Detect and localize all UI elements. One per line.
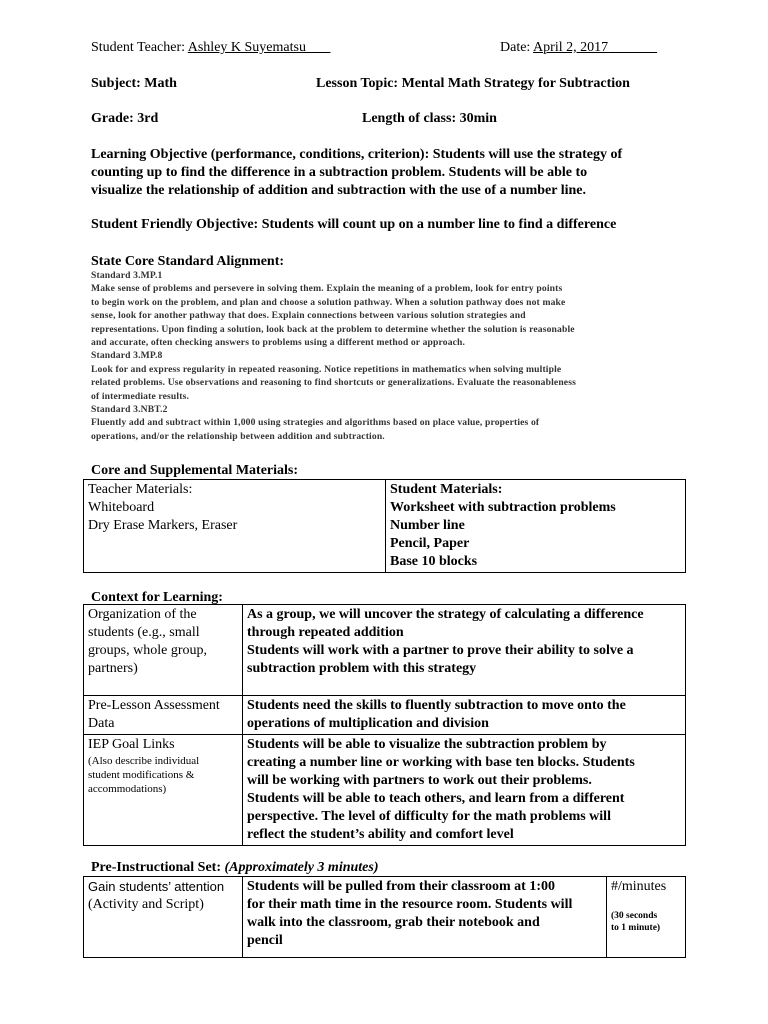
learning-objective-line: visualize the relationship of addition and subtraction with the use of a number line. xyxy=(91,183,586,198)
learning-objective-line: counting up to find the difference in a subtraction problem. Students will be able to xyxy=(91,165,588,180)
standard-line: sense, look for another pathway that does. Explain connections between various solution strategies and xyxy=(91,310,526,322)
teacher-label: Student Teacher: xyxy=(91,40,188,55)
preinstructional-heading: Pre-Instructional Set: (Approximately 3 minutes) xyxy=(91,860,379,875)
teacher-material-item: Dry Erase Markers, Eraser xyxy=(88,518,238,533)
context-table xyxy=(83,604,686,846)
teacher-line xyxy=(91,39,330,57)
teacher-materials-cell xyxy=(84,480,386,573)
gain-attention-label: Gain students’ attention xyxy=(88,879,225,894)
preinstructional-table xyxy=(83,876,686,958)
minutes-note: (30 seconds xyxy=(611,911,658,921)
pre-lesson-text-cell: Students need the skills to fluently subtraction to move onto the operations of multiplication and division xyxy=(243,696,686,735)
standard-line: operations, and/or the relationship between addition and subtraction. xyxy=(91,430,385,442)
student-materials-cell xyxy=(386,480,686,573)
student-friendly-objective: Student Friendly Objective: Students will count up on a number line to find a difference xyxy=(91,217,617,232)
iep-label: IEP Goal Links xyxy=(88,737,175,752)
standard-line: to begin work on the problem, and plan and choose a solution pathway. When a solution pathway does not make xyxy=(91,296,566,308)
preinstructional-time: (Approximately 3 minutes) xyxy=(224,860,379,875)
iep-sub: student modifications & xyxy=(88,769,195,781)
context-heading: Context for Learning: xyxy=(91,590,223,605)
materials-table xyxy=(83,479,686,573)
student-material-item: Worksheet with subtraction problems xyxy=(390,500,616,515)
standard-line: Look for and express regularity in repeated reasoning. Notice repetitions in mathematics when solving multiple xyxy=(91,363,562,375)
student-material-item: Pencil, Paper xyxy=(390,536,470,551)
standards-text xyxy=(91,269,681,443)
standard-line: Standard 3.MP.1 xyxy=(91,270,163,281)
standard-line: of intermediate results. xyxy=(91,390,190,402)
standard-line: and accurate, often checking answers to problems using a different method or approach. xyxy=(91,337,466,349)
class-length: Length of class: 30min xyxy=(362,111,497,126)
teacher-material-item: Whiteboard xyxy=(88,500,155,515)
date-line xyxy=(500,39,657,57)
minutes-label: #/minutes xyxy=(611,879,667,894)
standards-heading: State Core Standard Alignment: xyxy=(91,254,285,269)
date-label: Date: xyxy=(500,40,534,55)
minutes-cell xyxy=(607,877,686,958)
student-material-item: Number line xyxy=(390,518,465,533)
materials-heading: Core and Supplemental Materials: xyxy=(91,463,299,478)
teacher-materials-label: Teacher Materials: xyxy=(88,482,193,497)
organization-text-cell: As a group, we will uncover the strategy of calculating a difference through repeated addition Students will work with a partner to prove their ability to solve a subtraction problem with this strategy xyxy=(243,605,686,696)
learning-objective-line: Learning Objective (performance, conditions, criterion): Students will use the strategy of xyxy=(91,147,623,162)
standard-line: Standard 3.NBT.2 xyxy=(91,404,168,416)
gain-attention-label-cell xyxy=(84,877,243,958)
teacher-name: Ashley K Suyematsu xyxy=(187,40,306,55)
minutes-note: to 1 minute) xyxy=(611,923,661,933)
subject: Subject: Math xyxy=(91,76,177,91)
student-materials-label: Student Materials: xyxy=(390,482,503,497)
pre-lesson-label-cell: Pre-Lesson Assessment Data xyxy=(84,696,243,735)
gain-attention-text-cell: Students will be pulled from their classroom at 1:00 for their math time in the resource room. Students will walk into the classroom, grab their notebook and pencil xyxy=(243,877,607,958)
standard-line: representations. Upon finding a solution, look back at the problem to determine whether the solution is reasonable xyxy=(91,323,575,335)
grade: Grade: 3rd xyxy=(91,111,159,126)
iep-text-cell: Students will be able to visualize the subtraction problem by creating a number line or working with base ten blocks. Students will be working with partners to work out their problems. Students will be able to teach others, and learn from a different perspective. The level of difficulty for the math problems will reflect the student’s ability and comfort level xyxy=(243,735,686,846)
iep-sub: accommodations) xyxy=(88,783,167,795)
standard-line: Make sense of problems and persevere in solving them. Explain the meaning of a problem, look for entry points xyxy=(91,283,563,295)
standard-line: Fluently add and subtract within 1,000 using strategies and algorithms based on place value, properties of xyxy=(91,417,540,429)
date-value: April 2, 2017 xyxy=(533,40,609,55)
gain-attention-sub: (Activity and Script) xyxy=(88,897,204,912)
standard-line: Standard 3.MP.8 xyxy=(91,350,163,362)
learning-objective xyxy=(91,146,691,200)
student-material-item: Base 10 blocks xyxy=(390,554,478,569)
lesson-topic: Lesson Topic: Mental Math Strategy for Subtraction xyxy=(316,76,630,91)
iep-sub: (Also describe individual xyxy=(88,755,200,767)
organization-label-cell: Organization of the students (e.g., small groups, whole group, partners) xyxy=(84,605,243,696)
standard-line: related problems. Use observations and reasoning to find shortcuts or generalizations. Evaluate the reasonableness xyxy=(91,377,576,389)
iep-label-cell xyxy=(84,735,243,846)
